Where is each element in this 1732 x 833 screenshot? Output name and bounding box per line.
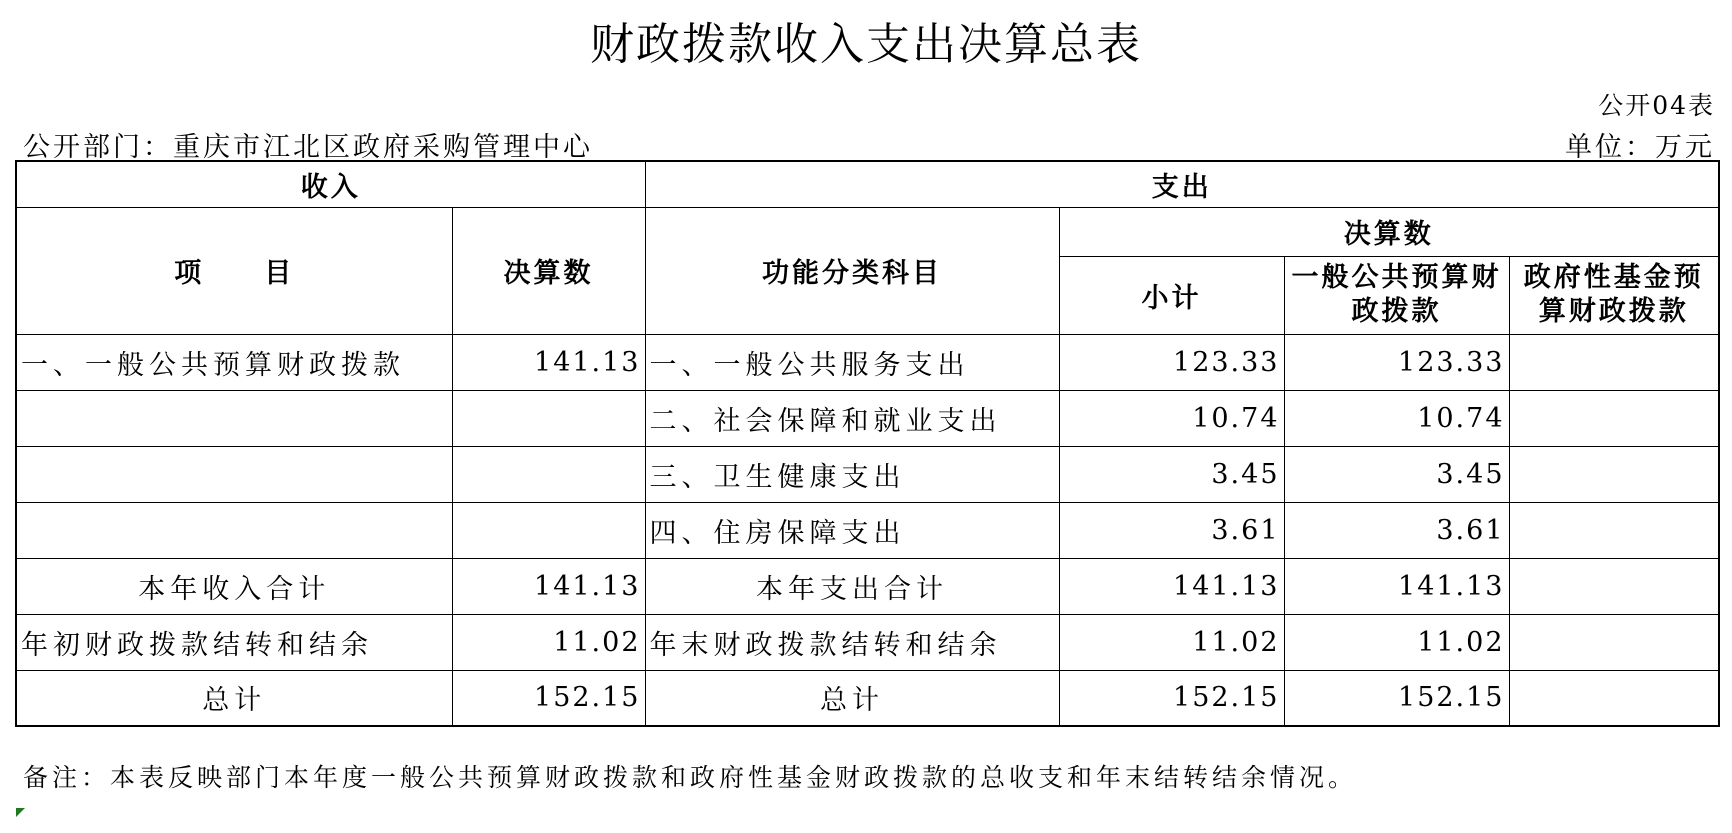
income-item-cell bbox=[16, 390, 452, 446]
item-header: 项 目 bbox=[16, 207, 452, 334]
page-title: 财政拨款收入支出决算总表 bbox=[590, 19, 1142, 70]
general-budget-cell: 3.45 bbox=[1284, 446, 1509, 502]
subtotal-cell: 10.74 bbox=[1059, 390, 1284, 446]
table-row bbox=[16, 670, 1719, 726]
subtotal-cell: 3.61 bbox=[1059, 502, 1284, 558]
income-header: 收入 bbox=[16, 161, 645, 207]
final-amount-header: 决算数 bbox=[452, 207, 645, 334]
general-budget-cell: 123.33 bbox=[1284, 334, 1509, 390]
income-amount-cell: 152.15 bbox=[452, 670, 645, 726]
gov-fund-cell bbox=[1509, 390, 1719, 446]
income-item-cell bbox=[16, 502, 452, 558]
subtotal-header: 小计 bbox=[1059, 256, 1284, 334]
expenditure-item-cell: 四、住房保障支出 bbox=[645, 502, 1059, 558]
expenditure-item-cell: 年末财政拨款结转和结余 bbox=[645, 614, 1059, 670]
subtotal-cell: 152.15 bbox=[1059, 670, 1284, 726]
header-row-1 bbox=[16, 161, 1719, 207]
table-row bbox=[16, 334, 1719, 390]
income-amount-cell: 141.13 bbox=[452, 558, 645, 614]
income-amount-cell bbox=[452, 446, 645, 502]
table-note: 备注：本表反映部门本年度一般公共预算财政拨款和政府性基金财政拨款的总收支和年末结转结余情况。 bbox=[23, 763, 1358, 792]
income-item-cell: 本年收入合计 bbox=[16, 558, 452, 614]
income-item-cell bbox=[16, 446, 452, 502]
income-amount-cell bbox=[452, 390, 645, 446]
expenditure-item-cell: 总计 bbox=[645, 670, 1059, 726]
general-budget-header: 一般公共预算财政拨款 bbox=[1284, 256, 1509, 334]
department-label: 公开部门：重庆市江北区政府采购管理中心 bbox=[23, 132, 593, 163]
income-amount-cell: 11.02 bbox=[452, 614, 645, 670]
gov-fund-cell bbox=[1509, 446, 1719, 502]
subtotal-cell: 3.45 bbox=[1059, 446, 1284, 502]
subtotal-cell: 11.02 bbox=[1059, 614, 1284, 670]
income-item-cell: 总计 bbox=[16, 670, 452, 726]
form-number: 公开04表 bbox=[1598, 91, 1715, 120]
income-amount-cell: 141.13 bbox=[452, 334, 645, 390]
income-item-cell: 一、一般公共预算财政拨款 bbox=[16, 334, 452, 390]
table-row bbox=[16, 558, 1719, 614]
finance-table bbox=[15, 160, 1720, 727]
table-row bbox=[16, 502, 1719, 558]
expenditure-header: 支出 bbox=[645, 161, 1719, 207]
general-budget-cell: 10.74 bbox=[1284, 390, 1509, 446]
functional-category-header: 功能分类科目 bbox=[645, 207, 1059, 334]
general-budget-cell: 11.02 bbox=[1284, 614, 1509, 670]
gov-fund-cell bbox=[1509, 502, 1719, 558]
expenditure-item-cell: 本年支出合计 bbox=[645, 558, 1059, 614]
gov-fund-cell bbox=[1509, 558, 1719, 614]
income-amount-cell bbox=[452, 502, 645, 558]
general-budget-cell: 3.61 bbox=[1284, 502, 1509, 558]
subtotal-cell: 141.13 bbox=[1059, 558, 1284, 614]
general-budget-cell: 152.15 bbox=[1284, 670, 1509, 726]
gov-fund-cell bbox=[1509, 334, 1719, 390]
expenditure-item-cell: 一、一般公共服务支出 bbox=[645, 334, 1059, 390]
gov-fund-cell bbox=[1509, 670, 1719, 726]
table-row bbox=[16, 614, 1719, 670]
income-item-cell: 年初财政拨款结转和结余 bbox=[16, 614, 452, 670]
gov-fund-cell bbox=[1509, 614, 1719, 670]
table-row bbox=[16, 390, 1719, 446]
corner-marker-icon bbox=[16, 808, 25, 817]
header-row-2 bbox=[16, 207, 1719, 256]
gov-fund-header: 政府性基金预算财政拨款 bbox=[1509, 256, 1719, 334]
expenditure-item-cell: 三、卫生健康支出 bbox=[645, 446, 1059, 502]
subtotal-cell: 123.33 bbox=[1059, 334, 1284, 390]
final-amount-group-header: 决算数 bbox=[1059, 207, 1719, 256]
unit-label: 单位：万元 bbox=[1565, 132, 1715, 163]
general-budget-cell: 141.13 bbox=[1284, 558, 1509, 614]
table-row bbox=[16, 446, 1719, 502]
expenditure-item-cell: 二、社会保障和就业支出 bbox=[645, 390, 1059, 446]
